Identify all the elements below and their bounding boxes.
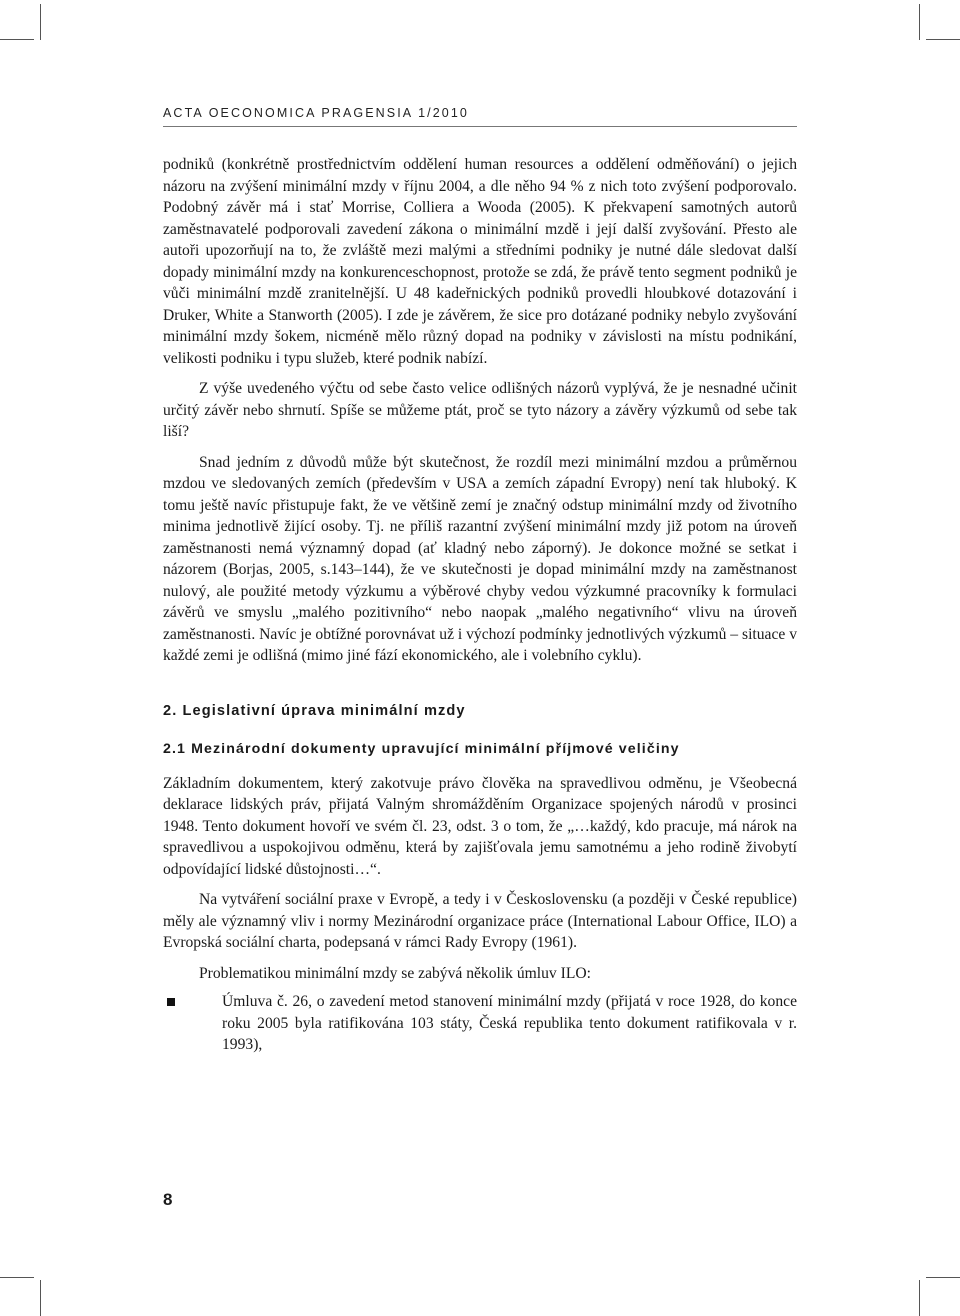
running-header: ACTA OECONOMICA PRAGENSIA 1/2010: [163, 106, 469, 120]
crop-mark: [0, 39, 34, 40]
paragraph: Problematikou minimální mzdy se zabývá několik úmluv ILO:: [199, 964, 591, 982]
crop-mark: [0, 1277, 34, 1278]
crop-mark: [40, 4, 41, 40]
paragraph: Na vytváření sociální praxe v Evropě, a tedy i v Československu (a později v České republice) měly ale významný vliv i normy Mezinárodní organizace práce (International Labour Office, ILO) a Evropská sociální charta, podepsaná v rámci Rady Evropy (1961).: [163, 891, 797, 951]
page-number: 8: [163, 1190, 173, 1209]
body-text: [163, 154, 797, 1056]
crop-mark: [919, 1280, 920, 1316]
paragraph: Snad jedním z důvodů může být skutečnost, že rozdíl mezi minimální mzdou a průměrnou mzdou ve sledovaných zemích (především v USA a zemích západní Evropy) není tak hluboký. K tomu ještě navíc přistupuje fakt, že ve většině zemí je značný odstup minimální mzdy od životního minima jednotlivě žijící osoby. Tj. ne příliš razantní zvýšení minimální mzdy již potom na úroveň zaměstnanosti nemá významný dopad (ať kladný nebo záporný). Je dokonce možné se setkat i názorem (Borjas, 2005, s.143–144), že ve skutečnosti je dopad minimální mzdy na zaměstnanost nulový, ale použité metody výzkumu a výběrové chyby vedou výzkumné pracovníky k formulaci závěrů ve smyslu „malého pozitivního“ nebo naopak „malého negativního“ vlivu na úroveň zaměstnanosti. Navíc je obtížné porovnávat už i výchozí podmínky jednotlivých výzkumů – situace v každé zemi je odlišná (mimo jiné fází ekonomického, ale i volebního cyklu).: [163, 453, 797, 664]
crop-mark: [40, 1280, 41, 1316]
list-item-text: Úmluva č. 26, o zavedení metod stanovení minimální mzdy (přijatá v roce 1928, do konce roku 2005 byla ratifikována 103 státy, Česká republika tento dokument ratifikovala v r. 1993),: [222, 993, 797, 1053]
paragraph: Z výše uvedeného výčtu od sebe často velice odlišných názorů vyplývá, že je nesnadné učinit určitý závěr nebo shrnutí. Spíše se můžeme ptát, proč se tyto názory a závěry výzkumů od sebe tak liší?: [163, 380, 797, 440]
header-rule: [163, 126, 797, 127]
bullet-square-icon: [167, 998, 175, 1006]
paragraph: podniků (konkrétně prostřednictvím oddělení human resources a oddělení odměňování) o jejich názoru na zvýšení minimální mzdy v říjnu 2004, a dle něho 94 % z nich toto zvýšení podporovalo. Podobný závěr má i stať Morrise, Colliera a Wooda (2005). K překvapení samotných autorů zaměstnavatelé podporovali zavedení zákona o minimální mzdě i její další zvyšování. Přesto ale autoři upozorňují na to, že zvláště mezi malými a středními podniky je nutné dále sledovat další dopady minimální mzdy na konkurenceschopnost, protože se zdá, že právě tento segment podniků je vůči minimální mzdě zranitelnější. U 48 kadeřnických podniků provedli hloubkové dotazování i Druker, White a Stanworth (2005). I zde je závěrem, že sice pro dotázané podniky nebylo zvyšování minimální mzdy šokem, nicméně mělo různý dopad na podniky v závislosti na místu podnikání, velikosti podniku i typu služeb, které podnik nabízí.: [163, 156, 797, 367]
paragraph: Základním dokumentem, který zakotvuje právo člověka na spravedlivou odměnu, je Všeobecná deklarace lidských práv, přijatá Valným shromážděním Organizace spojených národů v prosinci 1948. Tento dokument hovoří ve svém čl. 23, odst. 3 o tom, že „…každý, kdo pracuje, má nárok na spravedlivou a uspokojivou odměnu, která by zajišťovala jemu samotnému a jeho rodině živobytí odpovídající lidské důstojnosti…“.: [163, 774, 797, 878]
crop-mark: [926, 1277, 960, 1278]
subsection-heading: 2.1 Mezinárodní dokumenty upravující minimální příjmové veličiny: [163, 741, 680, 757]
section-heading: 2. Legislativní úprava minimální mzdy: [163, 702, 466, 719]
crop-mark: [926, 39, 960, 40]
crop-mark: [919, 4, 920, 40]
list-item: [163, 991, 797, 1056]
